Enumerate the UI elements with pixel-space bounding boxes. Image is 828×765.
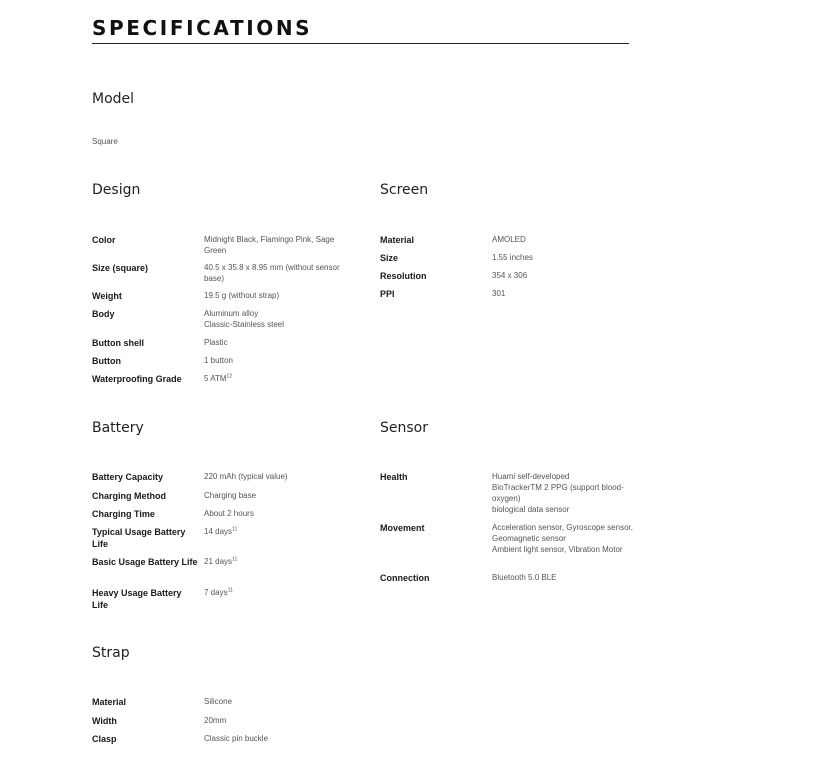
spec-key: Clasp bbox=[92, 734, 117, 744]
spec-value: 21 days$^{11}$ bbox=[204, 556, 238, 566]
spec-value: 220 mAh (typical value) bbox=[204, 472, 288, 481]
spec-value: Silicone bbox=[204, 697, 233, 706]
section-title-sensor: Sensor bbox=[380, 420, 428, 436]
spec-key: Health bbox=[380, 472, 408, 482]
footnote-marker: 12 bbox=[226, 373, 233, 380]
spec-value: Charging base bbox=[204, 491, 257, 500]
spec-key: Material bbox=[92, 697, 127, 707]
page-title: SPECIFICATIONS bbox=[92, 16, 313, 40]
spec-key: Connection bbox=[380, 573, 430, 583]
spec-value: 1 button bbox=[204, 356, 233, 365]
spec-key: Size bbox=[380, 253, 399, 263]
spec-value: 5 ATM$^{12}$ bbox=[204, 373, 233, 383]
section-title-screen: Screen bbox=[380, 182, 429, 198]
section-title-strap: Strap bbox=[92, 645, 130, 661]
spec-key: Charging Method bbox=[92, 491, 166, 501]
spec-key: Body bbox=[92, 309, 115, 319]
spec-key: Basic Usage Battery Life bbox=[92, 557, 198, 567]
spec-key: Waterproofing Grade bbox=[92, 374, 182, 384]
spec-value: Acceleration sensor, Gyroscope sensor, Geomagnetic sensor Ambient light sensor, Vibration Motor bbox=[492, 523, 633, 554]
spec-value: 7 days$^{11}$ bbox=[204, 587, 233, 597]
spec-value: 40.5 x 35.8 x 8.95 mm (without sensor base) bbox=[204, 263, 340, 283]
spec-value: Plastic bbox=[204, 338, 228, 347]
footnote-marker: 11 bbox=[232, 526, 238, 533]
title-divider bbox=[92, 43, 629, 44]
spec-key: Resolution bbox=[380, 271, 427, 281]
spec-key: Typical Usage Battery Life bbox=[92, 527, 186, 549]
spec-value: About 2 hours bbox=[204, 509, 254, 518]
spec-key: PPI bbox=[380, 289, 395, 299]
spec-value: 19.5 g (without strap) bbox=[204, 291, 280, 300]
spec-key: Button shell bbox=[92, 338, 144, 348]
spec-value: Classic pin buckle bbox=[204, 734, 269, 743]
spec-value: Bluetooth 5.0 BLE bbox=[492, 573, 557, 582]
spec-key: Width bbox=[92, 716, 117, 726]
spec-value: 20mm bbox=[204, 716, 227, 725]
spec-value: Huami self-developed BioTrackerTM 2 PPG (support blood-oxygen) biological data sensor bbox=[492, 472, 624, 514]
section-title-design: Design bbox=[92, 182, 141, 198]
section-title-battery: Battery bbox=[92, 420, 144, 436]
spec-value: Midnight Black, Flamingo Pink, Sage Green bbox=[204, 235, 335, 255]
section-title-model: Model bbox=[92, 91, 135, 107]
spec-value: 354 x 306 bbox=[492, 271, 528, 280]
spec-value: Aluminum alloy Classic-Stainless steel bbox=[204, 309, 285, 329]
spec-key: Size (square) bbox=[92, 263, 149, 273]
model-value: Square bbox=[92, 137, 118, 146]
spec-value: AMOLED bbox=[492, 235, 526, 244]
spec-key: Battery Capacity bbox=[92, 472, 164, 482]
spec-key: Movement bbox=[380, 523, 425, 533]
spec-key: Button bbox=[92, 356, 121, 366]
spec-key: Color bbox=[92, 235, 116, 245]
spec-value: 14 days$^{11}$ bbox=[204, 526, 238, 536]
spec-key: Material bbox=[380, 235, 415, 245]
footnote-marker: 11 bbox=[232, 556, 238, 563]
spec-key: Weight bbox=[92, 291, 122, 301]
spec-key: Charging Time bbox=[92, 509, 155, 519]
spec-value: 301 bbox=[492, 289, 506, 298]
spec-key: Heavy Usage Battery Life bbox=[92, 588, 182, 610]
footnote-marker: 11 bbox=[227, 587, 233, 594]
spec-value: 1.55 inches bbox=[492, 253, 533, 262]
